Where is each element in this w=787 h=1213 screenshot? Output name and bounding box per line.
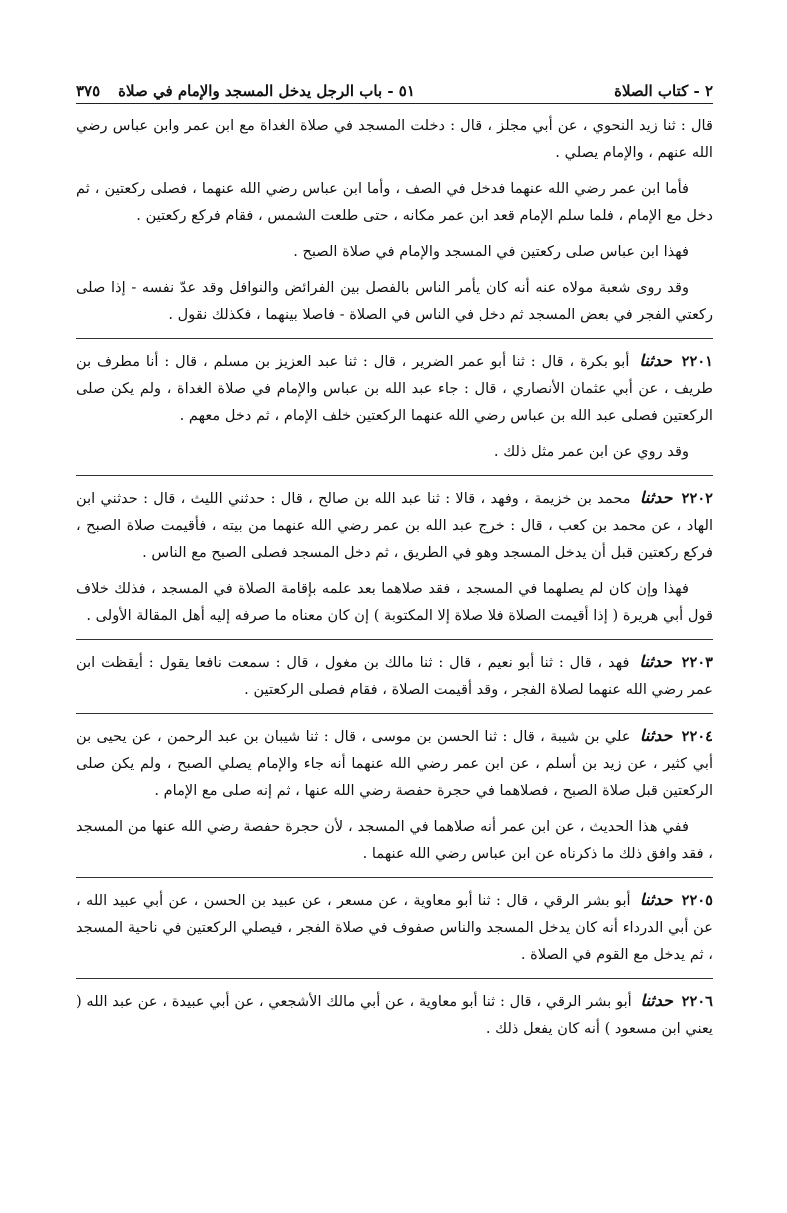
hadith-2205 xyxy=(76,886,713,968)
header-left xyxy=(76,82,415,100)
hadith-2204 xyxy=(76,722,713,804)
hadith-text: فهد ، قال : ثنا أبو نعيم ، قال : ثنا مالك بن مغول ، قال : سمعت نافعا يقول : أيقظت ابن عمر رضي الله عنهما لصلاة الفجر ، وقد أقيمت الصلاة ، فقام فصلى الركعتين . xyxy=(76,654,713,698)
divider xyxy=(76,713,713,714)
haddathana-label: حدثنا xyxy=(640,991,673,1010)
page-body xyxy=(76,112,713,1042)
divider xyxy=(76,338,713,339)
hadith-2202 xyxy=(76,484,713,566)
hadith-text: أبو بشر الرقي ، قال : ثنا أبو معاوية ، عن مسعر ، عن عبيد بن الحسن ، عن أبي عبيد الله ، عن أبي الدرداء أنه كان يدخل المسجد والناس صفوف في صلاة الفجر ، فيصلي الركعتين في ناحية المسجد ، ثم يدخل مع القوم في الصلاة . xyxy=(76,892,713,963)
hadith-number: ٢٢٠٤ xyxy=(681,728,714,745)
haddathana-label: حدثنا xyxy=(639,652,672,671)
hadith-number: ٢٢٠٢ xyxy=(681,490,714,507)
divider xyxy=(76,978,713,979)
hadith-text: علي بن شيبة ، قال : ثنا الحسن بن موسى ، قال : ثنا شيبان بن عبد الرحمن ، عن يحيى بن أبي كثير ، عن زيد بن أسلم ، عن ابن عمر رضي الله عنهما أنه جاء والإمام يصلي الصبح ، ولم يكن صلى الركعتين قبل صلاة الصبح ، فصلاهما في حجرة حفصة رضي الله عنها ، ثم إنه صلى مع الإمام . xyxy=(76,728,713,799)
page-number: ٣٧٥ xyxy=(76,82,101,100)
book-title: ٢ - كتاب الصلاة xyxy=(614,82,713,100)
intro-paragraph-2: فأما ابن عمر رضي الله عنهما فدخل في الصف ، وأما ابن عباس رضي الله عنهما ، فصلى ركعتين ، ثم دخل مع الإمام ، فلما سلم الإمام قعد ابن عمر مكانه ، حتى طلعت الشمس ، فقام فركع ركعتين . xyxy=(76,180,713,224)
hadith-text: أبو بكرة ، قال : ثنا أبو عمر الضرير ، قال : ثنا عبد العزيز بن مسلم ، قال : أنا مطرف بن طريف ، عن أبي عثمان الأنصاري ، قال : جاء عبد الله بن عباس والإمام في صلاة الغداة ، ولم يكن صلى الركعتين فصلى عبد الله بن عباس رضي الله عنهما الركعتين خلف الإمام ، ثم دخل معهم . xyxy=(76,353,713,424)
intro-paragraph-3: فهذا ابن عباس صلى ركعتين في المسجد والإمام في صلاة الصبح . xyxy=(293,243,689,260)
hadith-2206 xyxy=(76,987,713,1042)
hadith-number: ٢٢٠٦ xyxy=(681,993,714,1010)
intro-paragraph-4: وقد روى شعبة مولاه عنه أنه كان يأمر الناس بالفصل بين الفرائض والنوافل وقد عدّ نفسه - إذا صلى ركعتي الفجر في بعض المسجد ثم دخل في الناس في الصلاة - فاصلا بينهما ، فكذلك نقول . xyxy=(76,279,713,323)
haddathana-label: حدثنا xyxy=(639,351,672,370)
hadith-2201 xyxy=(76,347,713,429)
hadith-2202-note: فهذا وإن كان لم يصلهما في المسجد ، فقد صلاهما بعد علمه بإقامة الصلاة في المسجد ، فذلك خلاف قول أبي هريرة ( إذا أقيمت الصلاة فلا صلاة إلا المكتوبة ) إن كان معناه ما صرفه إليه أهل المقالة الأولى . xyxy=(76,580,713,624)
haddathana-label: حدثنا xyxy=(639,488,673,507)
haddathana-label: حدثنا xyxy=(639,726,673,745)
divider xyxy=(76,475,713,476)
hadith-number: ٢٢٠١ xyxy=(681,353,714,370)
divider xyxy=(76,877,713,878)
intro-paragraph-1: قال : ثنا زيد النحوي ، عن أبي مجلز ، قال : دخلت المسجد في صلاة الغداة مع ابن عمر وابن عباس رضي الله عنهم ، والإمام يصلي . xyxy=(76,117,713,161)
header-right xyxy=(614,82,713,100)
haddathana-label: حدثنا xyxy=(639,890,673,909)
running-header xyxy=(76,66,713,104)
hadith-text: أبو بشر الرقي ، قال : ثنا أبو معاوية ، عن أبي مالك الأشجعي ، عن أبي عبيدة ، عن عبد الله ( يعني ابن مسعود ) أنه كان يفعل ذلك . xyxy=(76,993,713,1037)
hadith-text: محمد بن خزيمة ، وفهد ، قالا : ثنا عبد الله بن صالح ، قال : حدثني الليث ، قال : حدثني ابن الهاد ، عن محمد بن كعب ، قال : خرج عبد الله بن عمر رضي الله عنهما من بيته ، فأقيمت صلاة الصبح ، فركع ركعتين قبل أن يدخل المسجد وهو في الطريق ، ثم دخل المسجد فصلى الصبح مع الناس . xyxy=(76,490,713,561)
divider xyxy=(76,639,713,640)
hadith-2204-note: ففي هذا الحديث ، عن ابن عمر أنه صلاهما في المسجد ، لأن حجرة حفصة رضي الله عنها من المسجد ، فقد وافق ذلك ما ذكرناه عن ابن عباس رضي الله عنهما . xyxy=(76,818,713,862)
chapter-title: ٥١ - باب الرجل يدخل المسجد والإمام في صلاة xyxy=(118,82,415,100)
hadith-2201-note: وقد روي عن ابن عمر مثل ذلك . xyxy=(493,443,689,460)
hadith-2203 xyxy=(76,648,713,703)
hadith-number: ٢٢٠٥ xyxy=(681,892,713,909)
hadith-number: ٢٢٠٣ xyxy=(681,654,714,671)
